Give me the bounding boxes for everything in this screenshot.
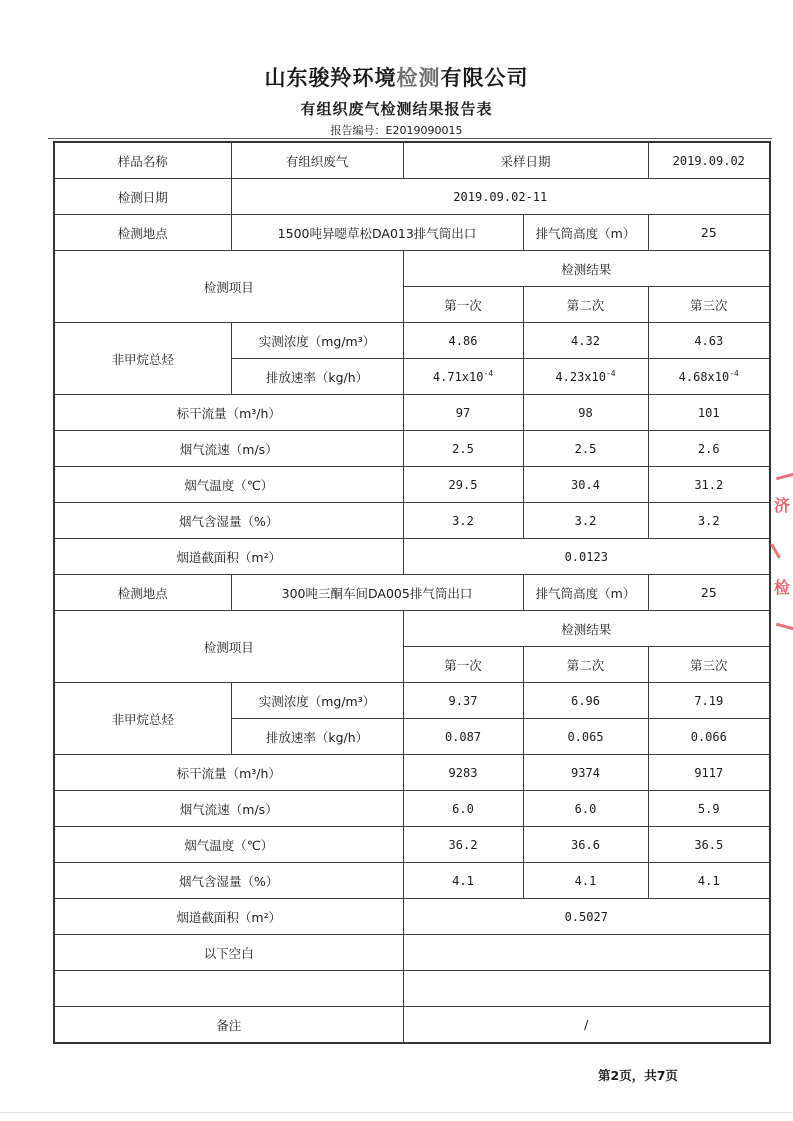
seal-border-mark [776,473,793,481]
flow-rate-label: 标干流量（m³/h） [54,755,403,791]
gas-temperature-value: 36.6 [523,827,648,863]
gas-temperature-value: 36.5 [648,827,770,863]
stack-height-label: 排气筒高度（m） [523,215,648,251]
gas-temperature-value: 29.5 [403,467,523,503]
table-row [54,251,770,287]
test-result-header: 检测结果 [403,611,770,647]
seal-border-mark [776,623,793,631]
gas-velocity-label: 烟气流速（m/s） [54,431,403,467]
flow-rate-value: 9283 [403,755,523,791]
test-item-header: 检测项目 [54,611,403,683]
header-divider [48,138,772,139]
gas-temperature-label: 烟气温度（℃） [54,467,403,503]
emission-rate-base: 4.23x10 [555,369,606,384]
run-header-2: 第二次 [523,647,648,683]
gas-temperature-label: 烟气温度（℃） [54,827,403,863]
moisture-content-label: 烟气含湿量（%） [54,503,403,539]
table-row [54,791,770,827]
blank-below-label: 以下空白 [54,935,403,971]
flow-rate-value: 97 [403,395,523,431]
run-header-1: 第一次 [403,287,523,323]
gas-velocity-value: 6.0 [403,791,523,827]
concentration-value: 6.96 [523,683,648,719]
concentration-value: 4.32 [523,323,648,359]
pollutant-name: 非甲烷总烃 [54,323,231,395]
company-name-suffix: 有限公司 [440,66,529,90]
flow-rate-value: 9117 [648,755,770,791]
table-row [54,971,770,1007]
report-number-value: E2019090015 [385,124,463,137]
seal-char: 济 [774,496,791,515]
table-row [54,142,770,179]
stack-height-value: 25 [648,215,770,251]
moisture-content-value: 3.2 [523,503,648,539]
emission-rate-base: 4.71x10 [432,369,484,384]
official-seal-partial [768,465,793,640]
blank-cell [403,935,770,971]
table-row [54,431,770,467]
emission-rate-base: 0.087 [444,729,482,744]
gas-temperature-value: 31.2 [648,467,770,503]
table-row [54,395,770,431]
emission-rate-exponent: -4 [729,368,739,378]
emission-rate-label: 排放速率（kg/h） [231,719,403,755]
gas-velocity-value: 6.0 [523,791,648,827]
emission-rate-label: 排放速率（kg/h） [231,359,403,395]
gas-velocity-label: 烟气流速（m/s） [54,791,403,827]
moisture-content-label: 烟气含湿量（%） [54,863,403,899]
table-row [54,179,770,215]
emission-rate-base: 0.066 [690,729,727,744]
moisture-content-value: 3.2 [648,503,770,539]
run-header-2: 第二次 [523,287,648,323]
report-title: 有组织废气检测结果报告表 [300,100,493,118]
duct-area-label: 烟道截面积（m²） [54,899,403,935]
flow-rate-value: 98 [523,395,648,431]
seal-char: 检 [774,578,791,597]
remarks-value: / [403,1007,770,1044]
page-number: 第2页，共7页 [598,1068,678,1083]
emission-rate-exponent: -4 [605,368,616,378]
table-row [54,575,770,611]
moisture-content-value: 4.1 [403,863,523,899]
gas-velocity-value: 5.9 [648,791,770,827]
emission-rate-base: 4.68x10 [678,369,730,384]
location-value: 1500吨异噁草松DA013排气筒出口 [231,215,523,251]
flow-rate-label: 标干流量（m³/h） [54,395,403,431]
gas-velocity-value: 2.5 [403,431,523,467]
emission-rate-value [403,719,523,755]
table-row [54,935,770,971]
moisture-content-value: 4.1 [648,863,770,899]
sample-name-value: 有组织废气 [231,142,403,179]
concentration-label: 实测浓度（mg/m³） [231,323,403,359]
table-row [54,467,770,503]
concentration-value: 7.19 [648,683,770,719]
test-item-header: 检测项目 [54,251,403,323]
table-row [54,611,770,647]
stack-height-value: 25 [648,575,770,611]
run-header-3: 第三次 [648,287,770,323]
table-row [54,215,770,251]
table-row [54,827,770,863]
company-name-highlight: 检测 [396,66,441,90]
pollutant-name: 非甲烷总烃 [54,683,231,755]
page-edge [0,1112,793,1113]
run-header-1: 第一次 [403,647,523,683]
table-row [54,863,770,899]
table-row [54,1007,770,1044]
location-label: 检测地点 [54,575,231,611]
table-row [54,683,770,719]
concentration-value: 9.37 [403,683,523,719]
duct-area-value: 0.0123 [403,539,770,575]
emission-rate-value [403,359,523,395]
concentration-value: 4.86 [403,323,523,359]
blank-cell [403,971,770,1007]
gas-temperature-value: 30.4 [523,467,648,503]
test-result-header: 检测结果 [403,251,770,287]
test-date-value: 2019.09.02-11 [231,179,770,215]
company-name-prefix: 山东骏羚环境 [264,66,397,90]
sample-name-label: 样品名称 [54,142,231,179]
remarks-label: 备注 [54,1007,403,1044]
emission-rate-value [523,719,648,755]
concentration-value: 4.63 [648,323,770,359]
flow-rate-value: 9374 [523,755,648,791]
emission-rate-value [523,359,648,395]
duct-area-value: 0.5027 [403,899,770,935]
company-name [0,62,793,92]
flow-rate-value: 101 [648,395,770,431]
report-number-label: 报告编号： [330,124,386,137]
sampling-date-label: 采样日期 [403,142,648,179]
stack-height-label: 排气筒高度（m） [523,575,648,611]
gas-velocity-value: 2.6 [648,431,770,467]
table-row [54,899,770,935]
location-value: 300吨三酮车间DA005排气筒出口 [231,575,523,611]
test-date-label: 检测日期 [54,179,231,215]
emission-rate-base: 0.065 [567,729,604,744]
gas-temperature-value: 36.2 [403,827,523,863]
table-row [54,755,770,791]
emission-rate-value [648,719,770,755]
blank-cell [54,971,403,1007]
location-label: 检测地点 [54,215,231,251]
results-table [53,141,771,1044]
sampling-date-value: 2019.09.02 [648,142,770,179]
table-row [54,323,770,359]
run-header-3: 第三次 [648,647,770,683]
duct-area-label: 烟道截面积（m²） [54,539,403,575]
moisture-content-value: 4.1 [523,863,648,899]
moisture-content-value: 3.2 [403,503,523,539]
table-row [54,539,770,575]
table-row [54,503,770,539]
emission-rate-value [648,359,770,395]
emission-rate-exponent: -4 [483,368,494,378]
gas-velocity-value: 2.5 [523,431,648,467]
report-number [0,122,793,138]
concentration-label: 实测浓度（mg/m³） [231,683,403,719]
seal-border-mark [770,543,781,558]
